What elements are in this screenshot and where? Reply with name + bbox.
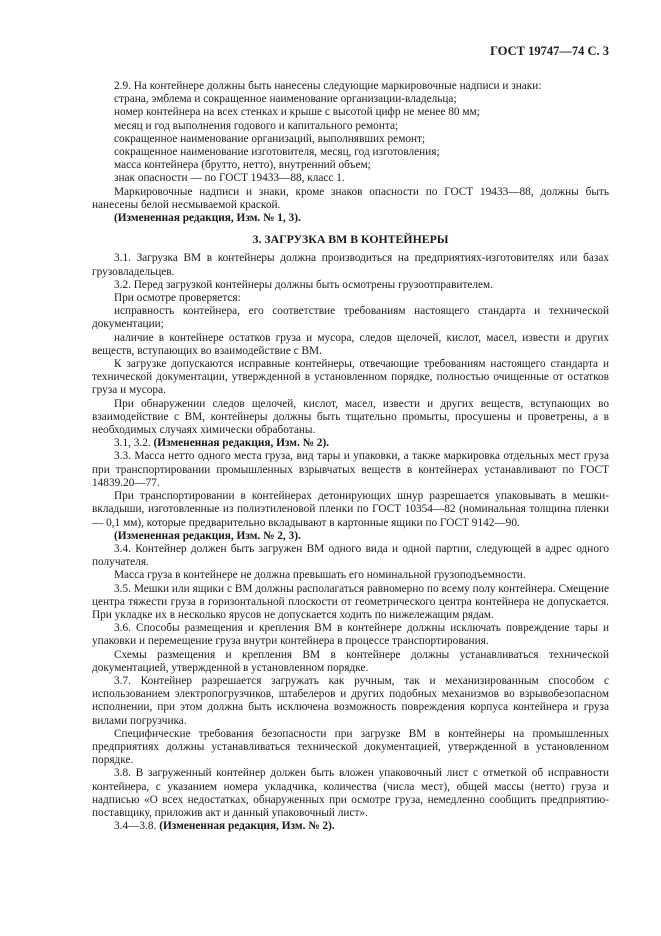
paragraph: 3.3. Масса нетто одного места груза, вид тары и упаковки, а также маркировка отдельных мест груза при транспортировании промышленных взрывчатых веществ в контейнерах устанавливают по ГОСТ 14839.20—77. [92,450,609,489]
clause-range: 3.1, 3.2. [114,437,154,450]
paragraph: знак опасности — по ГОСТ 19433—88, класс 1. [114,172,345,185]
paragraph: сокращенное наименование изготовителя, месяц, год изготовления; [114,146,440,159]
paragraph: К загрузке допускаются исправные контейнеры, отвечающие требованиям настоящего стандарта и технической документации, утвержденной в установленном порядке, полностью очищенные от остатков груза и мусора. [92,358,609,397]
paragraph: 3.6. Способы размещения и крепления ВМ в контейнере должны исключать повреждение тары и упаковки и перемещение груза внутри контейнера в процессе транспортирования. [92,622,609,648]
paragraph: сокращенное наименование организаций, выполнявших ремонт; [114,132,426,145]
paragraph: наличие в контейнере остатков груза и мусора, следов щелочей, кислот, масел, извести и других веществ, вступающих во взаимодействие с ВМ. [92,331,609,357]
revision-note [92,820,609,833]
revision-label: (Измененная редакция, Изм. № 2). [159,820,335,833]
paragraph: Специфические требования безопасности при загрузке ВМ в контейнеры на промышленных предприятиях должны устанавливаться технической документацией, утвержденной в установленном порядке. [92,727,609,767]
paragraph: масса контейнера (брутто, нетто), внутренний объем; [114,159,371,172]
revision-label: (Измененная редакция, Изм. № 2). [153,437,330,450]
paragraph: При обнаружении следов щелочей, кислот, масел, извести и других веществ, вступающих во взаимодействие с ВМ, контейнеры должны быть тщательно промыты, просушены и проветрены, а в необходимых случаях химически обработаны. [92,397,609,437]
paragraph: исправность контейнера, его соответствие требованиям настоящего стандарта и технической документации; [92,305,609,331]
paragraph: 3.1. Загрузка ВМ в контейнеры должна производиться на предприятиях-изготовителях или базах грузовладельцев. [92,252,609,278]
paragraph: месяц и год выполнения годового и капитального ремонта; [114,119,399,132]
paragraph: 3.2. Перед загрузкой контейнеры должны быть осмотрены грузоотправителем. [114,278,494,291]
section-heading: 3. ЗАГРУЗКА ВМ В КОНТЕЙНЕРЫ [252,232,449,247]
paragraph: Схемы размещения и крепления ВМ в контейнере должны устанавливаться технической документацией, утвержденной в установленном порядке. [92,648,609,674]
paragraph: номер контейнера на всех стенках и крыше с высотой цифр не менее 80 мм; [114,106,480,119]
revision-note [92,437,609,450]
page-header: ГОСТ 19747—74 С. 3 [490,44,609,58]
clause-range: 3.4—3.8. [114,820,160,833]
paragraph: Маркировочные надписи и знаки, кроме знаков опасности по ГОСТ 19433—88, должны быть нанесены белой несмываемой краской. [92,185,609,211]
revision-note: (Измененная редакция, Изм. № 2, 3). [114,529,301,542]
paragraph: При осмотре проверяется: [114,292,241,305]
revision-note: (Измененная редакция, Изм. № 1, 3). [114,212,301,225]
paragraph: 3.5. Мешки или ящики с ВМ должны располагаться равномерно по всему полу контейнера. Смещение центра тяжести груза в горизонтальной плоскости от геометрического центра контейнера не допускается. При укладке их в несколько ярусов не допускается ходить по нижележащим рядам. [92,582,609,621]
paragraph: Масса груза в контейнере не должна превышать его номинальной грузоподъемности. [114,569,526,582]
paragraph: 2.9. На контейнере должны быть нанесены следующие маркировочные надписи и знаки: [114,80,542,92]
paragraph: При транспортировании в контейнерах детонирующих шнур разрешается упаковывать в мешки-вкладыши, изготовленные из полиэтиленовой пленки по ГОСТ 10354—82 (номинальная толщина пленки — 0,1 мм), которые предварительно вкладывают в картонные ящики по ГОСТ 9142—90. [92,490,609,529]
paragraph: 3.7. Контейнер разрешается загружать как ручным, так и механизированным способом с использованием электропогрузчиков, штабелеров и других подобных механизмов во взрывобезопасном исполнении, при этом должна быть исключена возможность повреждения корпуса контейнера и груза вилами погрузчика. [92,674,609,727]
paragraph: 3.4. Контейнер должен быть загружен ВМ одного вида и одной партии, следующей в адрес одного получателя. [92,542,609,569]
document-body [92,80,609,833]
paragraph: страна, эмблема и сокращенное наименование организации-владельца; [114,93,457,106]
paragraph: 3.8. В загруженный контейнер должен быть вложен упаковочный лист с отметкой об исправности контейнера, с указанием номера укладчика, количества (числа мест), общей массы (нетто) груза и надписью «О всех недостатках, обнаруженных при осмотре груза, немедленно сообщить предприятию-поставщику, приложив акт и данный упаковочный лист». [92,767,609,819]
